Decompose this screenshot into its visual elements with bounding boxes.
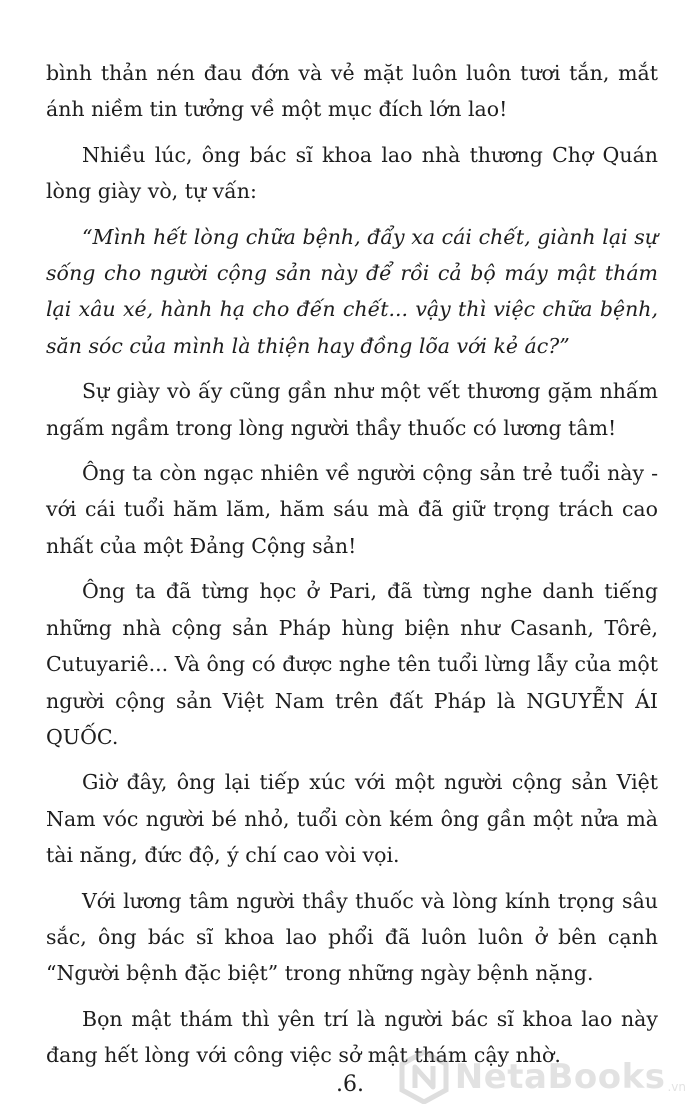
paragraph-7: Giờ đây, ông lại tiếp xúc với một người cộng sản Việt Nam vóc người bé nhỏ, tuổi còn kém ông gần một nửa mà tài năng, đức độ, ý chí cao vòi vọi. [46, 770, 658, 868]
paragraph-4: Sự giày vò ấy cũng gần như một vết thương gặm nhấm ngấm ngầm trong lòng người thầy thuốc có lương tâm! [46, 379, 658, 440]
quote-paragraph: “Mình hết lòng chữa bệnh, đẩy xa cái chết, giành lại sự sống cho người cộng sản này để rồi cả bộ máy mật thám lại xâu xé, hành hạ cho đến chết... vậy thì việc chữa bệnh, săn sóc của mình là thiện hay đồng lõa với kẻ ác?” [46, 224, 658, 358]
paragraph-1: bình thản nén đau đớn và vẻ mặt luôn luôn tươi tắn, mắt ánh niềm tin tưởng về một mục đích lớn lao! [46, 61, 658, 122]
watermark [399, 1050, 686, 1104]
paragraph-5: Ông ta còn ngạc nhiên về người cộng sản trẻ tuổi này - với cái tuổi hăm lăm, hăm sáu mà đã giữ trọng trách cao nhất của một Đảng Cộng sản! [46, 461, 658, 558]
watermark-suffix: .vn [667, 1080, 686, 1094]
paragraph-2: Nhiều lúc, ông bác sĩ khoa lao nhà thương Chợ Quán lòng giày vò, tự vấn: [46, 142, 658, 204]
paragraph-6: Ông ta đã từng học ở Pari, đã từng nghe danh tiếng những nhà cộng sản Pháp hùng biện như Casanh, Tôrê, Cutuyariê... Và ông có được nghe tên tuổi lừng lẫy của một người cộng sản Việt Nam trên đất Pháp là NGUYỄN ÁI QUỐC. [46, 579, 658, 749]
body-text [46, 55, 658, 1083]
paragraph-8: Với lương tâm người thầy thuốc và lòng kính trọng sâu sắc, ông bác sĩ khoa lao phổi đã luôn luôn ở bên cạnh “Người bệnh đặc biệt” trong những ngày bệnh nặng. [46, 888, 658, 986]
netabooks-logo-icon [399, 1050, 449, 1104]
page-number: .6. [336, 1072, 364, 1097]
paragraph-9: Bọn mật thám thì yên trí là người bác sĩ khoa lao này đang hết lòng với công việc sở mật thám cậy nhờ. [46, 1006, 658, 1068]
watermark-brand: NetaBooks [454, 1057, 666, 1097]
